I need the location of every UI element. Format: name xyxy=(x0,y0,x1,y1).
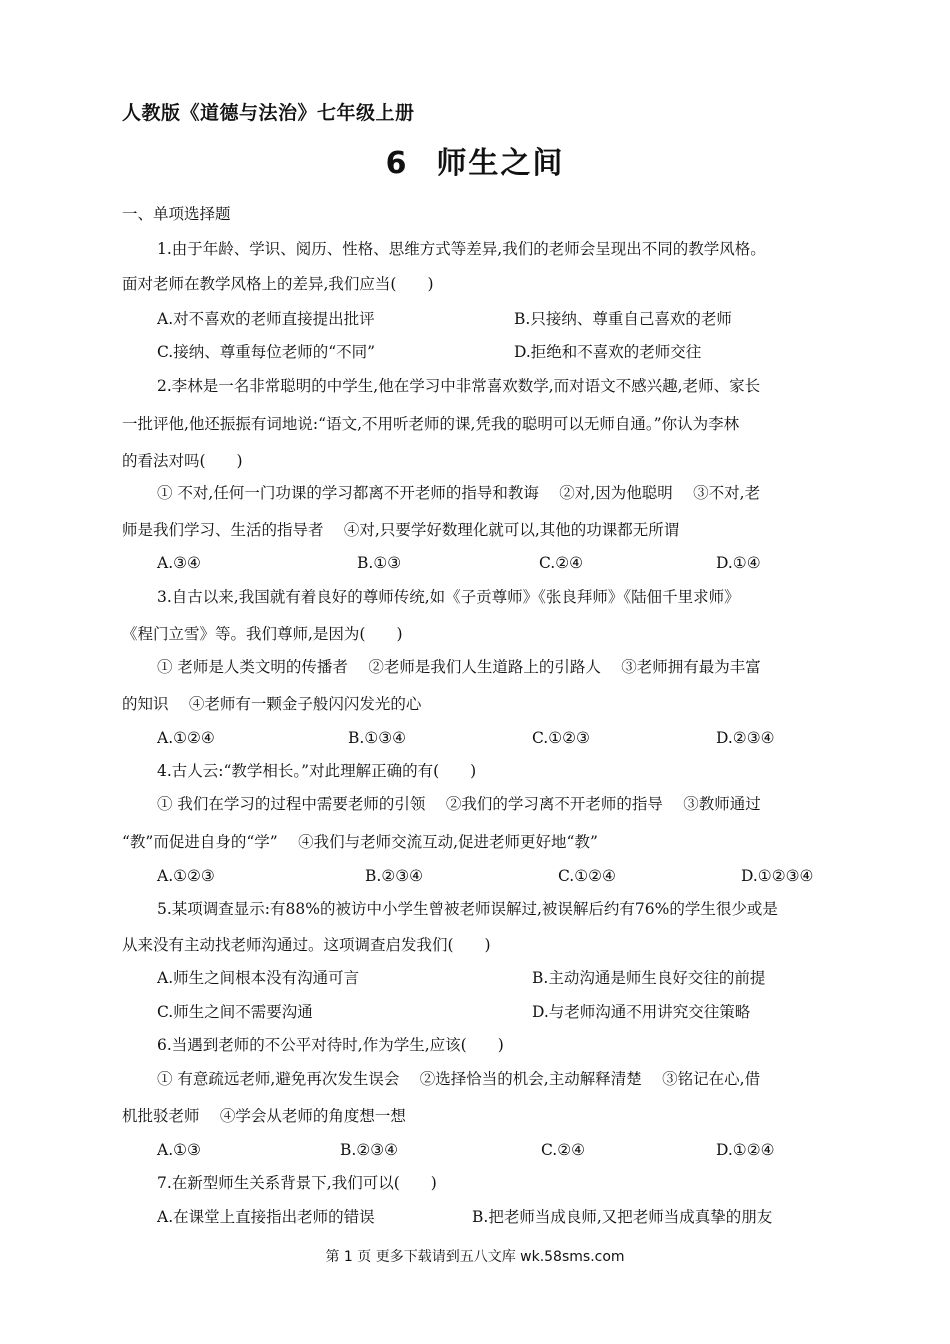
question-line: 师是我们学习、生活的指导者 ④对,只要学好数理化就可以,其他的功课都无所谓 xyxy=(122,521,680,539)
option: D.与老师沟通不用讲究交往策略 xyxy=(532,1003,751,1021)
option: C.②④ xyxy=(541,1141,586,1159)
option: B.把老师当成良师,又把老师当成真挚的朋友 xyxy=(472,1208,773,1226)
question-line: ① 不对,任何一门功课的学习都离不开老师的指导和教诲 ②对,因为他聪明 ③不对,老 xyxy=(157,484,761,502)
option: A.①②④ xyxy=(157,729,215,747)
option: D.①②④ xyxy=(716,1141,775,1159)
option: A.①③ xyxy=(157,1141,201,1159)
option: A.在课堂上直接指出老师的错误 xyxy=(157,1208,375,1226)
question-line: 5.某项调查显示:有88%的被访中小学生曾被老师误解过,被误解后约有76%的学生很少或是 xyxy=(157,900,778,918)
page-footer: 第 1 页 更多下载请到五八文库 wk.58sms.com xyxy=(325,1249,625,1265)
option: A.③④ xyxy=(157,554,201,572)
question-line: 的看法对吗( ) xyxy=(122,452,243,470)
option: D.①②③④ xyxy=(741,867,814,885)
question-line: 4.古人云:“教学相长。”对此理解正确的有( ) xyxy=(157,762,477,780)
book-header: 人教版《道德与法治》七年级上册 xyxy=(122,102,415,124)
question-line: 面对老师在教学风格上的差异,我们应当( ) xyxy=(122,275,434,293)
question-line: 3.自古以来,我国就有着良好的尊师传统,如《子贡尊师》《张良拜师》《陆佃千里求师》 xyxy=(157,588,740,606)
option: C.①②③ xyxy=(532,729,590,747)
chapter-title: 师生之间 xyxy=(436,146,565,181)
option: C.接纳、尊重每位老师的“不同” xyxy=(157,343,376,361)
question-line: 7.在新型师生关系背景下,我们可以( ) xyxy=(157,1174,437,1192)
option: B.主动沟通是师生良好交往的前提 xyxy=(532,969,766,987)
question-line: ① 有意疏远老师,避免再次发生误会 ②选择恰当的机会,主动解释清楚 ③铭记在心,借 xyxy=(157,1070,761,1088)
option: B.①③④ xyxy=(348,729,407,747)
option: B.只接纳、尊重自己喜欢的老师 xyxy=(514,310,732,328)
option: C.①②④ xyxy=(558,867,616,885)
question-line: 从来没有主动找老师沟通过。这项调查启发我们( ) xyxy=(122,936,491,954)
question-line: ① 老师是人类文明的传播者 ②老师是我们人生道路上的引路人 ③老师拥有最为丰富 xyxy=(157,658,761,676)
option: D.②③④ xyxy=(716,729,775,747)
option: D.①④ xyxy=(716,554,761,572)
question-line: 1.由于年龄、学识、阅历、性格、思维方式等差异,我们的老师会呈现出不同的教学风格。 xyxy=(157,240,766,258)
question-line: 6.当遇到老师的不公平对待时,作为学生,应该( ) xyxy=(157,1036,504,1054)
question-line: 一批评他,他还振振有词地说:“语文,不用听老师的课,凭我的聪明可以无师自通。”你认为李林 xyxy=(122,415,740,433)
question-line: ① 我们在学习的过程中需要老师的引领 ②我们的学习离不开老师的指导 ③教师通过 xyxy=(157,795,761,813)
question-line: 机批驳老师 ④学会从老师的角度想一想 xyxy=(122,1107,406,1125)
question-line: “教”而促进自身的“学” ④我们与老师交流互动,促进老师更好地“教” xyxy=(122,833,598,851)
option: B.①③ xyxy=(357,554,402,572)
section-heading: 一、单项选择题 xyxy=(122,205,231,223)
option: B.②③④ xyxy=(340,1141,399,1159)
question-line: 的知识 ④老师有一颗金子般闪闪发光的心 xyxy=(122,695,422,713)
option: C.②④ xyxy=(539,554,584,572)
question-line: 2.李林是一名非常聪明的中学生,他在学习中非常喜欢数学,而对语文不感兴趣,老师、家长 xyxy=(157,377,761,395)
option: A.对不喜欢的老师直接提出批评 xyxy=(157,310,375,328)
option: A.师生之间根本没有沟通可言 xyxy=(157,969,360,987)
chapter-number: 6 xyxy=(385,146,409,181)
option: C.师生之间不需要沟通 xyxy=(157,1003,313,1021)
page-title xyxy=(0,138,950,182)
question-line: 《程门立雪》等。我们尊师,是因为( ) xyxy=(122,625,403,643)
option: B.②③④ xyxy=(365,867,424,885)
option: A.①②③ xyxy=(157,867,215,885)
option: D.拒绝和不喜欢的老师交往 xyxy=(514,343,702,361)
